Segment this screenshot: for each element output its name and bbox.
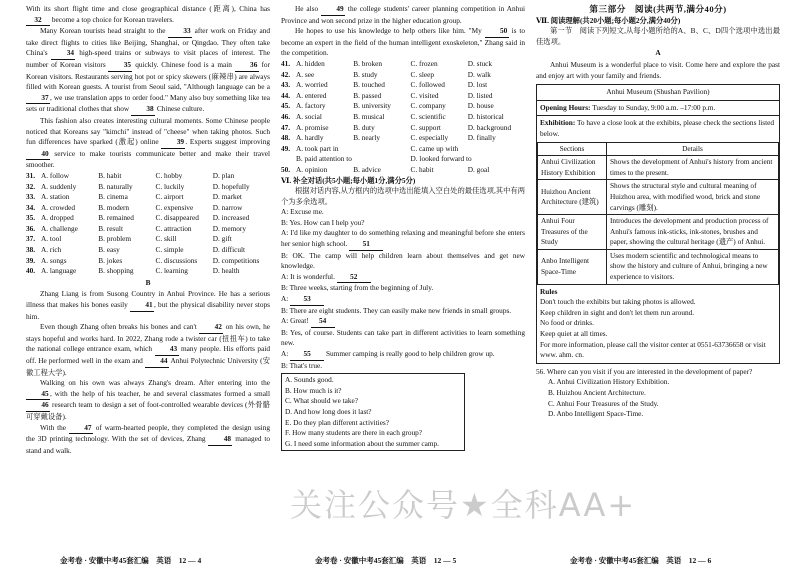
choices-box xyxy=(281,373,465,451)
blank-40: 40 xyxy=(26,149,50,161)
option: A. tool xyxy=(41,234,62,244)
table-cell: Anhui Four Treasures of the Study xyxy=(538,215,607,250)
dialogue-line: B: There are eight students. They can easily make new friends in small groups. xyxy=(281,305,512,315)
blank-55: 55 xyxy=(290,349,324,361)
blank-48: 48 xyxy=(208,434,232,446)
option-row-49b: B. paid attention to D. looked forward to xyxy=(296,154,472,164)
question-56-options xyxy=(536,377,780,419)
option: D. health xyxy=(212,266,240,276)
table-cell: Anbo Intelligent Space-Time xyxy=(538,249,607,284)
option: B. cinema xyxy=(98,192,128,202)
choice: B. How much is it? xyxy=(285,385,342,395)
rule-item: For more information, please call the visitor center at 0551-63736658 or visit www. ahm. cn. xyxy=(540,339,766,360)
option: A. worried xyxy=(296,80,328,90)
option: A. follow xyxy=(41,170,69,180)
choice: A. Sounds good. xyxy=(285,375,334,385)
option-row xyxy=(26,245,270,256)
dialogue-line: B: Three weeks, starting from the beginning of July. xyxy=(281,283,434,293)
option-number: 34. xyxy=(26,202,36,212)
table-header xyxy=(538,142,779,156)
option-row xyxy=(26,224,270,235)
option: B. duty xyxy=(353,122,375,132)
blank-50: 50 xyxy=(485,26,509,38)
option-row xyxy=(281,133,525,144)
blank-39: 39 xyxy=(161,137,185,149)
option: B. problem xyxy=(98,234,132,244)
rules-title: Rules xyxy=(540,286,558,296)
option-number: 35. xyxy=(26,213,36,223)
option: B. musical xyxy=(353,111,385,121)
option: D. increased xyxy=(212,213,250,223)
option: C. company xyxy=(410,101,446,111)
option-row xyxy=(26,182,270,193)
option: C. disappeared xyxy=(155,213,199,223)
option: A. station xyxy=(41,192,70,202)
option-row-49: 49. A. took part in C. came up with xyxy=(281,143,459,153)
option: A. factory xyxy=(296,101,326,111)
option-row xyxy=(281,91,525,102)
section-6-heading: Ⅵ. 补全对话(共5小题;每小题1分,满分5分) xyxy=(281,175,416,185)
option: B. shopping xyxy=(98,266,134,276)
paragraph: Many Korean tourists head straight to the 33 after work on Friday and take direct flights to cities like Beijing, Shanghai, or Qingdao. They often take China's 34 high-speed trains or subways to visit places of interest. The number of Korean visitors 35 quickly. Chinese food is a main 36 for Korean visitors. Restaurants serving hot pot or spicy skewers (麻辣串) are always filled with Korean guests. A tourist from Seoul said, "Although language can be a 37, we use translation apps to order food." Many also buy something like tea sets or traditional clothes that show 38 Chinese culture. xyxy=(26,26,270,116)
option: B. university xyxy=(353,101,391,111)
option: C. learning xyxy=(155,266,188,276)
blank-41: 41 xyxy=(130,300,154,312)
option: C. luckily xyxy=(155,181,185,191)
dialogue-line: B: That's true. xyxy=(281,360,323,370)
column-2 xyxy=(281,4,525,453)
option: C. scientific xyxy=(410,111,446,121)
blank-47: 47 xyxy=(69,423,93,435)
option-number: 38. xyxy=(26,245,36,255)
blank-38: 38 xyxy=(131,104,155,116)
blank-51: 51 xyxy=(349,239,383,251)
dialogue-line: A: 53 xyxy=(281,294,525,306)
choice: D. And how long does it last? xyxy=(285,406,372,416)
table-row xyxy=(538,249,779,284)
option: A. challenge xyxy=(41,223,78,233)
blank-46: 46 xyxy=(26,400,50,412)
option: A. promise xyxy=(296,122,329,132)
option-row xyxy=(281,80,525,91)
section-6-instructions: 根据对话内容,从方框内的选项中选出能填入空白处的最佳选项,其中有两个为多余选项。 xyxy=(281,186,525,206)
option: D. house xyxy=(467,101,494,111)
option: D. hopefully xyxy=(212,181,250,191)
option-row xyxy=(26,256,270,267)
option: A. entered xyxy=(296,90,327,100)
choice: E. Do they plan different activities? xyxy=(285,417,390,427)
option: D. finally xyxy=(467,133,496,143)
option: D. stuck xyxy=(467,58,493,68)
option-number: 37. xyxy=(26,234,36,244)
section-a-heading: A xyxy=(655,48,661,58)
table-row xyxy=(538,156,779,180)
option: B. result xyxy=(98,223,123,233)
option: B. jokes xyxy=(98,255,123,265)
option: A. crowded xyxy=(41,202,76,212)
blank-44: 44 xyxy=(145,356,169,368)
choice: C. What should we take? xyxy=(285,396,359,406)
option: B. naturally xyxy=(98,181,133,191)
option: A. hardly xyxy=(296,133,324,143)
option: B. touched xyxy=(353,80,385,90)
dialogue-line: B: Yes, of course. Students can take part in different activities to learn something new. xyxy=(281,327,525,348)
option-number: 32. xyxy=(26,181,36,191)
option: C. Anhui Four Treasures of the Study. xyxy=(548,398,659,408)
table-cell: Shows the development of Anhui's history from ancient times to the present. xyxy=(607,156,779,180)
column-header: Sections xyxy=(538,142,607,156)
option-number: 39. xyxy=(26,255,36,265)
options-31-40 xyxy=(26,171,270,277)
option: A. see xyxy=(296,69,315,79)
rule-item: Keep quiet at all times. xyxy=(540,329,608,339)
option: C. simple xyxy=(155,245,184,255)
dialogue-line: A: Excuse me. xyxy=(281,207,324,217)
rule-item: Don't touch the exhibits but taking photos is allowed. xyxy=(540,297,696,307)
option-row xyxy=(26,213,270,224)
option-row xyxy=(281,123,525,134)
option: D. difficult xyxy=(212,245,246,255)
option-row xyxy=(281,59,525,70)
option: C. skill xyxy=(155,234,177,244)
paragraph: Anhui Museum is a wonderful place to visit. Come here and explore the past and enjoy art with your family and friends. xyxy=(536,59,780,80)
option: C. visited xyxy=(410,90,439,100)
option: C. hobby xyxy=(155,170,183,180)
blank-43: 43 xyxy=(155,344,179,356)
exhibition: Exhibition: To have a close look at the exhibits, please check the sections listed below. xyxy=(540,118,775,138)
option-row xyxy=(26,192,270,203)
question-56: 56. Where can you visit if you are interested in the development of paper? xyxy=(536,366,753,376)
blank-36: 36 xyxy=(235,60,259,72)
table-cell: Introduces the development and production process of Anhui's famous ink-sticks, ink-stones, brushes and paper, showing the cultural heritage (遗产) of Anhui. xyxy=(607,215,779,250)
option: D. Anbo Intelligent Space-Time. xyxy=(548,409,644,419)
page-footer: 金考卷 · 安徽中考45套汇编 英语 12 — 4 xyxy=(60,556,202,565)
section-b-heading: B xyxy=(145,277,151,287)
option: C. airport xyxy=(155,192,184,202)
option: D. listed xyxy=(467,90,493,100)
option: A. Anhui Civilization History Exhibition. xyxy=(548,377,670,387)
option-row xyxy=(281,70,525,81)
option-number: 48. xyxy=(281,133,291,143)
option: B. remained xyxy=(98,213,134,223)
option: D. plan xyxy=(212,170,235,180)
option: B. Huizhou Ancient Architecture. xyxy=(548,388,646,397)
paragraph: Zhang Liang is from Susong Country in Anhui Province. He has a serious illness that makes his bones easily 41, but the physical disability never stops him. xyxy=(26,289,270,321)
option: A. suddenly xyxy=(41,181,77,191)
option-row xyxy=(281,112,525,123)
table-cell: Shows the structural style and cultural meaning of Huizhou area, with modified wood, brick and stone carvings (雕刻). xyxy=(607,180,779,215)
blank-53: 53 xyxy=(290,294,324,306)
option: B. easy xyxy=(98,245,120,255)
option-number: 33. xyxy=(26,192,36,202)
blank-49: 49 xyxy=(321,4,345,16)
option: C. especially xyxy=(410,133,449,143)
column-3 xyxy=(536,4,780,420)
paragraph: This fashion also creates interesting cultural moments. Some Chinese people noticed that Koreans say "kimchi" instead of "cheese" when taking photos. Such fun differences have sparked (激起) online 39. Experts suggest improving 40 service to make tourists communicate better and make their travel smoother. xyxy=(26,115,271,170)
option: B. habit xyxy=(98,170,122,180)
option: B. study xyxy=(353,69,378,79)
option-row xyxy=(26,266,270,277)
option: D. market xyxy=(212,192,242,202)
option: C. support xyxy=(410,122,441,132)
paragraph: Even though Zhang often breaks his bones and can't 42 on his own, he stays hopeful and works hard. In 2022, Zhang rode a twister car (扭扭车) to take the national college entrance exam, which 43 many people. His efforts paid off. He performed well in the exam and 44 Anhui Polytechnic University (安徽工程大学). xyxy=(26,322,271,377)
dialogue-line: A: 55 Summer camping is really good to help children grow up. xyxy=(281,349,525,361)
paragraph: He also 49 the college students' career planning competition in Anhui Province and won second prize in the higher education group. xyxy=(281,4,525,25)
rule-item: Keep children in sight and don't let them run around. xyxy=(540,307,695,317)
option: A. songs xyxy=(41,255,67,265)
blank-45: 45 xyxy=(26,389,50,401)
blank-34: 34 xyxy=(51,48,75,60)
option-number: 45. xyxy=(281,101,291,111)
blank-54: 54 xyxy=(311,316,335,328)
page-footer: 金考卷 · 安徽中考45套汇编 英语 12 — 6 xyxy=(570,556,712,565)
page-footer: 金考卷 · 安徽中考45套汇编 英语 12 — 5 xyxy=(315,556,457,565)
option: B. nearly xyxy=(353,133,380,143)
column-1 xyxy=(26,4,270,456)
paragraph: With the 47 of warm-hearted people, they completed the design using the 3D printing technology. With the set of devices, Zhang 48 managed to stand and walk. xyxy=(26,422,271,455)
option-number: 36. xyxy=(26,223,36,233)
option-row xyxy=(26,171,270,182)
option: C. expensive xyxy=(155,202,194,212)
dialogue-line: B: OK. The camp will help children learn about themselves and get new knowledge. xyxy=(281,250,525,271)
option: D. background xyxy=(467,122,512,132)
option: D. memory xyxy=(212,223,246,233)
blank-35: 35 xyxy=(108,60,132,72)
dialogue-line: A: I'd like my daughter to do something relaxing and meaningful before she enters her senior high school. 51 xyxy=(281,228,525,250)
option-number: 47. xyxy=(281,122,291,132)
section-7-heading: Ⅶ. 阅读理解(共20小题;每小题2分,满分40分) xyxy=(536,15,681,25)
paragraph: He hopes to use his knowledge to help others like him. "My 50 is to become an expert in the field of the human intelligent exoskeleton," Zhang said in the competition. xyxy=(281,26,525,58)
option: B. passed xyxy=(353,90,382,100)
option-number: 41. xyxy=(281,58,291,68)
option-row xyxy=(281,101,525,112)
option: A. hidden xyxy=(296,58,325,68)
blank-32: 32 xyxy=(26,15,50,27)
option-number: 46. xyxy=(281,111,291,121)
option: C. sleep xyxy=(410,69,435,79)
rule-item: No food or drinks. xyxy=(540,318,594,328)
section-7-instructions: 第一节 阅读下列短文,从每小题所给的A、B、C、D四个选项中选出最佳选项。 xyxy=(536,26,780,46)
dialogue xyxy=(281,207,525,371)
table-cell: Anhui Civilization History Exhibition xyxy=(538,156,607,180)
option: C. attraction xyxy=(155,223,192,233)
museum-info-box xyxy=(536,84,780,364)
option: C. frozen xyxy=(410,58,438,68)
option: A. language xyxy=(41,266,77,276)
blank-52: 52 xyxy=(337,272,371,284)
opening-hours: Opening Hours: Tuesday to Sunday, 9:00 a.m. –17:00 p.m. xyxy=(537,101,779,117)
table-row xyxy=(538,215,779,250)
option: D. gift xyxy=(212,234,232,244)
blank-33: 33 xyxy=(168,26,192,38)
option-row xyxy=(26,203,270,214)
option: D. narrow xyxy=(212,202,243,212)
table-cell: Uses modern scientific and technological means to show the history and culture of Anhui, bringing a new experience to visitors. xyxy=(607,249,779,284)
part-3-heading: 第三部分 阅读(共两节,满分40分) xyxy=(589,4,727,14)
option: C. discussions xyxy=(155,255,198,265)
option: A. dropped xyxy=(41,213,74,223)
blank-37: 37 xyxy=(26,93,50,105)
rules-block xyxy=(537,285,779,363)
option-row xyxy=(26,234,270,245)
option: A. social xyxy=(296,111,322,121)
option-number: 31. xyxy=(26,170,36,180)
paragraph: Walking on his own was always Zhang's dream. After entering into the 45, with the help of his teacher, he and several classmates formed a small 46 research team to design a set of foot-controlled wearable devices (外骨骼可穿戴设备). xyxy=(26,378,270,421)
dialogue-line: A: It is wonderful. 52 xyxy=(281,272,525,284)
table-row xyxy=(538,180,779,215)
option-number: 42. xyxy=(281,69,291,79)
option-number: 44. xyxy=(281,90,291,100)
option: D. historical xyxy=(467,111,504,121)
sections-table xyxy=(537,142,779,285)
option: C. followed xyxy=(410,80,445,90)
option-number: 40. xyxy=(26,266,36,276)
paragraph: With its short flight time and close geographical distance (距离), China has 32 become a top choice for Korean travelers. xyxy=(26,4,270,26)
option: D. lost xyxy=(467,80,488,90)
option: A. rich xyxy=(41,245,62,255)
dialogue-line: B: Yes. How can I help you? xyxy=(281,217,365,227)
table-cell: Huizhou Ancient Architecture (建筑) xyxy=(538,180,607,215)
column-header: Details xyxy=(607,142,779,156)
choice: G. I need some information about the summer camp. xyxy=(285,438,440,448)
option: B. modern xyxy=(98,202,130,212)
option: B. broken xyxy=(353,58,383,68)
option-number: 43. xyxy=(281,80,291,90)
blank-42: 42 xyxy=(199,322,223,334)
dialogue-line: A: Great! 54 xyxy=(281,316,525,328)
watermark: 关注公众号★全科AA+ xyxy=(290,486,637,524)
options-41-48 xyxy=(281,59,525,144)
choice: F. How many students are there in each group? xyxy=(285,428,423,438)
option: D. walk xyxy=(467,69,491,79)
museum-title: Anhui Museum (Shushan Pavilion) xyxy=(537,85,779,101)
option: D. competitions xyxy=(212,255,260,265)
option-row-50: 50. A. opinion B. advice C. habit D. goal xyxy=(281,164,490,174)
